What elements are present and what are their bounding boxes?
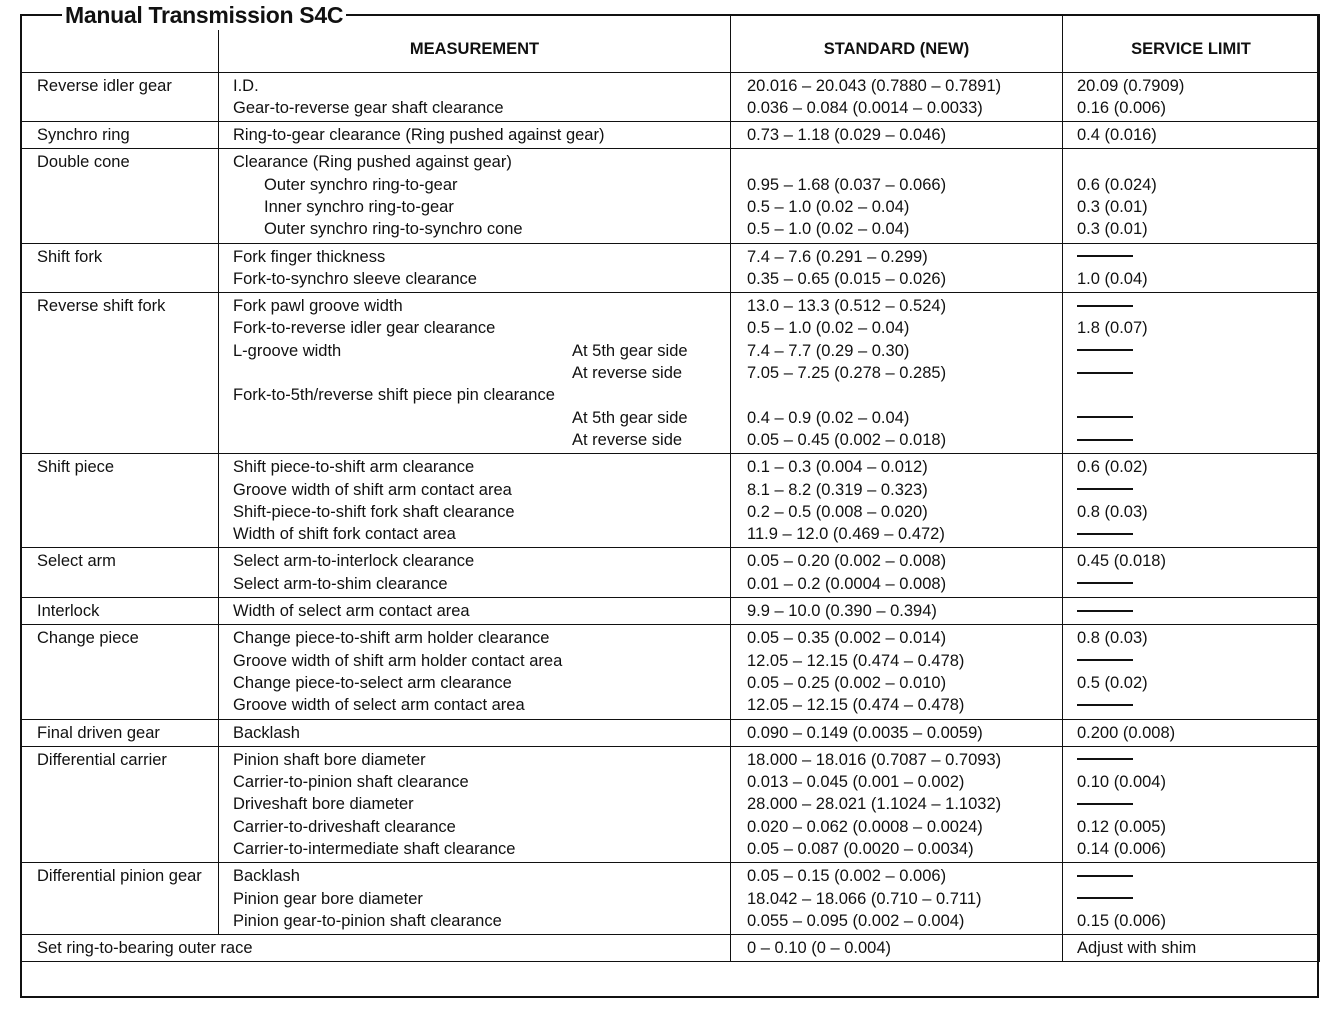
standard-value: 0.4 – 0.9 (0.02 – 0.04) bbox=[747, 408, 910, 427]
service-limit-value: 0.3 (0.01) bbox=[1077, 197, 1148, 216]
measurement-label: Fork finger thickness bbox=[233, 247, 386, 266]
measurement-text bbox=[233, 550, 730, 572]
no-limit-dash bbox=[1077, 582, 1133, 584]
service-limit-cell bbox=[1063, 149, 1320, 243]
service-limit-value: 0.16 (0.006) bbox=[1077, 98, 1166, 117]
service-limit-value bbox=[1077, 749, 1319, 771]
measurement-text bbox=[233, 295, 730, 317]
service-limit-value: 0.15 (0.006) bbox=[1077, 911, 1166, 930]
standard-value: 0.5 – 1.0 (0.02 – 0.04) bbox=[747, 220, 910, 239]
service-limit-value: 0.200 (0.008) bbox=[1077, 723, 1176, 742]
measurement-text bbox=[233, 793, 730, 815]
service-limit-value bbox=[1077, 362, 1319, 384]
standard-value: 0.01 – 0.2 (0.0004 – 0.008) bbox=[747, 574, 947, 593]
standard-value: 0.5 – 1.0 (0.02 – 0.04) bbox=[747, 319, 910, 338]
standard-cell bbox=[731, 122, 1063, 149]
measurement-label: Select arm-to-interlock clearance bbox=[233, 552, 475, 571]
measurement-label: Gear-to-reverse gear shaft clearance bbox=[233, 98, 504, 117]
measurement-text bbox=[233, 317, 730, 339]
standard-value: 9.9 – 10.0 (0.390 – 0.394) bbox=[747, 602, 937, 621]
measurement-text bbox=[233, 340, 730, 362]
footer-standard: 0 – 0.10 (0 – 0.004) bbox=[731, 935, 1063, 962]
measurement-text bbox=[233, 196, 730, 218]
measurement-text bbox=[233, 650, 730, 672]
standard-value: 0.95 – 1.68 (0.037 – 0.066) bbox=[747, 175, 947, 194]
measurement-text bbox=[233, 174, 730, 196]
measurement-label: Groove width of shift arm contact area bbox=[233, 480, 512, 499]
table-row bbox=[21, 625, 1320, 719]
part-name: Reverse shift fork bbox=[21, 293, 219, 454]
measurement-cell bbox=[219, 243, 731, 293]
table-row bbox=[21, 548, 1320, 598]
service-limit-cell bbox=[1063, 122, 1320, 149]
part-name: Final driven gear bbox=[21, 719, 219, 746]
part-name: Shift piece bbox=[21, 454, 219, 548]
measurement-cell bbox=[219, 149, 731, 243]
no-limit-dash bbox=[1077, 416, 1133, 418]
service-limit-value bbox=[1077, 295, 1319, 317]
standard-value: 7.4 – 7.6 (0.291 – 0.299) bbox=[747, 247, 928, 266]
table-row bbox=[21, 122, 1320, 149]
no-limit-dash bbox=[1077, 875, 1133, 877]
service-limit-cell bbox=[1063, 625, 1320, 719]
measurement-label: Shift piece-to-shift arm clearance bbox=[233, 458, 475, 477]
measurement-cell bbox=[219, 122, 731, 149]
standard-value bbox=[747, 151, 1062, 173]
standard-value: 0.05 – 0.20 (0.002 – 0.008) bbox=[747, 552, 947, 571]
measurement-cell bbox=[219, 454, 731, 548]
measurement-side: At reverse side bbox=[572, 364, 683, 383]
no-limit-dash bbox=[1077, 305, 1133, 307]
standard-cell bbox=[731, 746, 1063, 862]
header-service-limit: SERVICE LIMIT bbox=[1063, 14, 1320, 72]
measurement-label: Outer synchro ring-to-gear bbox=[264, 175, 458, 194]
part-name: Select arm bbox=[21, 548, 219, 598]
service-limit-cell bbox=[1063, 293, 1320, 454]
standard-value: 7.05 – 7.25 (0.278 – 0.285) bbox=[747, 364, 947, 383]
standard-value: 0.05 – 0.087 (0.0020 – 0.0034) bbox=[747, 840, 974, 858]
footer-label: Set ring-to-bearing outer race bbox=[21, 935, 731, 962]
measurement-side: At 5th gear side bbox=[572, 408, 688, 427]
measurement-text bbox=[233, 384, 730, 406]
service-limit-value bbox=[1077, 523, 1319, 545]
footer-limit: Adjust with shim bbox=[1063, 935, 1320, 962]
no-limit-dash bbox=[1077, 349, 1133, 351]
standard-cell bbox=[731, 454, 1063, 548]
measurement-cell bbox=[219, 548, 731, 598]
measurement-label: Shift-piece-to-shift fork shaft clearance bbox=[233, 502, 515, 521]
measurement-label: Change piece-to-select arm clearance bbox=[233, 673, 512, 692]
standard-value: 20.016 – 20.043 (0.7880 – 0.7891) bbox=[747, 76, 1002, 95]
standard-value: 0.090 – 0.149 (0.0035 – 0.0059) bbox=[747, 723, 983, 742]
part-name: Double cone bbox=[21, 149, 219, 243]
measurement-text bbox=[233, 151, 730, 173]
measurement-label: Select arm-to-shim clearance bbox=[233, 574, 448, 593]
measurement-text bbox=[233, 816, 730, 838]
header-standard: STANDARD (NEW) bbox=[731, 14, 1063, 72]
service-limit-value bbox=[1077, 865, 1319, 887]
footer-row bbox=[21, 935, 1320, 962]
measurement-label: Ring-to-gear clearance (Ring pushed against gear) bbox=[233, 126, 605, 145]
standard-value: 18.000 – 18.016 (0.7087 – 0.7093) bbox=[747, 750, 1002, 769]
service-limit-value bbox=[1077, 888, 1319, 910]
service-limit-value: 0.14 (0.006) bbox=[1077, 840, 1166, 858]
standard-value bbox=[747, 384, 1062, 406]
part-name: Change piece bbox=[21, 625, 219, 719]
no-limit-dash bbox=[1077, 488, 1133, 490]
standard-value: 0.05 – 0.45 (0.002 – 0.018) bbox=[747, 430, 947, 449]
service-limit-value bbox=[1077, 479, 1319, 501]
part-name: Interlock bbox=[21, 598, 219, 625]
service-limit-cell bbox=[1063, 746, 1320, 862]
part-name: Reverse idler gear bbox=[21, 72, 219, 122]
table-row bbox=[21, 746, 1320, 862]
table-row bbox=[21, 863, 1320, 935]
service-limit-value: 0.6 (0.02) bbox=[1077, 458, 1148, 477]
standard-value: 0.35 – 0.65 (0.015 – 0.026) bbox=[747, 269, 947, 288]
measurement-text bbox=[233, 523, 730, 545]
part-name: Shift fork bbox=[21, 243, 219, 293]
measurement-label: Width of select arm contact area bbox=[233, 602, 470, 621]
standard-value: 18.042 – 18.066 (0.710 – 0.711) bbox=[747, 889, 982, 908]
service-limit-cell bbox=[1063, 454, 1320, 548]
measurement-text bbox=[233, 573, 730, 595]
measurement-side: At reverse side bbox=[572, 430, 683, 449]
service-limit-value bbox=[1077, 650, 1319, 672]
service-limit-value: 0.3 (0.01) bbox=[1077, 220, 1148, 239]
standard-value: 0.5 – 1.0 (0.02 – 0.04) bbox=[747, 197, 910, 216]
standard-cell bbox=[731, 243, 1063, 293]
measurement-label: Inner synchro ring-to-gear bbox=[264, 197, 454, 216]
measurement-text bbox=[233, 75, 730, 97]
standard-value: 0.020 – 0.062 (0.0008 – 0.0024) bbox=[747, 817, 983, 836]
measurement-text bbox=[233, 627, 730, 649]
standard-value: 0.05 – 0.35 (0.002 – 0.014) bbox=[747, 629, 947, 648]
measurement-label: Groove width of select arm contact area bbox=[233, 696, 525, 715]
measurement-cell bbox=[219, 72, 731, 122]
table-row bbox=[21, 293, 1320, 454]
standard-value: 0.013 – 0.045 (0.001 – 0.002) bbox=[747, 773, 965, 792]
standard-cell bbox=[731, 548, 1063, 598]
measurement-label: Pinion gear bore diameter bbox=[233, 889, 423, 908]
no-limit-dash bbox=[1077, 439, 1133, 441]
measurement-text bbox=[233, 479, 730, 501]
measurement-label: Fork-to-synchro sleeve clearance bbox=[233, 269, 477, 288]
service-limit-value bbox=[1077, 407, 1319, 429]
measurement-text bbox=[233, 888, 730, 910]
service-limit-value bbox=[1077, 573, 1319, 595]
service-limit-value bbox=[1077, 694, 1319, 716]
measurement-text bbox=[233, 672, 730, 694]
measurement-text bbox=[233, 600, 730, 622]
standard-value: 11.9 – 12.0 (0.469 – 0.472) bbox=[747, 525, 945, 544]
service-limit-value bbox=[1077, 340, 1319, 362]
measurement-label: Groove width of shift arm holder contact area bbox=[233, 651, 563, 670]
service-limit-cell bbox=[1063, 548, 1320, 598]
service-limit-value bbox=[1077, 600, 1319, 622]
no-limit-dash bbox=[1077, 897, 1133, 899]
measurement-text bbox=[233, 218, 730, 240]
measurement-label: Pinion gear-to-pinion shaft clearance bbox=[233, 911, 502, 930]
measurement-label: Fork-to-5th/reverse shift piece pin clearance bbox=[233, 386, 555, 405]
measurement-text bbox=[233, 694, 730, 716]
page-title: Manual Transmission S4C bbox=[62, 0, 346, 30]
standard-value: 0.055 – 0.095 (0.002 – 0.004) bbox=[747, 911, 965, 930]
table-row bbox=[21, 72, 1320, 122]
measurement-label: Change piece-to-shift arm holder clearance bbox=[233, 629, 550, 648]
standard-cell bbox=[731, 149, 1063, 243]
measurement-label: Outer synchro ring-to-synchro cone bbox=[264, 220, 523, 239]
spec-table bbox=[20, 14, 1320, 962]
standard-value: 0.05 – 0.15 (0.002 – 0.006) bbox=[747, 867, 947, 886]
standard-value: 12.05 – 12.15 (0.474 – 0.478) bbox=[747, 696, 965, 715]
measurement-text bbox=[233, 865, 730, 887]
spec-table-body bbox=[21, 72, 1320, 935]
no-limit-dash bbox=[1077, 610, 1133, 612]
measurement-text bbox=[233, 722, 730, 744]
service-limit-value: 0.10 (0.004) bbox=[1077, 773, 1166, 792]
service-limit-value: 0.4 (0.016) bbox=[1077, 126, 1157, 145]
measurement-cell bbox=[219, 719, 731, 746]
measurement-label: Pinion shaft bore diameter bbox=[233, 750, 426, 769]
standard-cell bbox=[731, 293, 1063, 454]
standard-value: 13.0 – 13.3 (0.512 – 0.524) bbox=[747, 297, 947, 316]
no-limit-dash bbox=[1077, 758, 1133, 760]
measurement-text bbox=[233, 407, 730, 429]
measurement-label: L-groove width bbox=[233, 341, 342, 360]
table-row bbox=[21, 243, 1320, 293]
measurement-cell bbox=[219, 598, 731, 625]
standard-value: 28.000 – 28.021 (1.1024 – 1.1032) bbox=[747, 795, 1002, 814]
measurement-text bbox=[233, 501, 730, 523]
no-limit-dash bbox=[1077, 372, 1133, 374]
service-limit-cell bbox=[1063, 243, 1320, 293]
service-limit-value: 0.6 (0.024) bbox=[1077, 175, 1157, 194]
service-limit-value: 0.8 (0.03) bbox=[1077, 502, 1148, 521]
standard-cell bbox=[731, 625, 1063, 719]
measurement-text bbox=[233, 910, 730, 932]
no-limit-dash bbox=[1077, 255, 1133, 257]
standard-cell bbox=[731, 719, 1063, 746]
standard-value: 0.05 – 0.25 (0.002 – 0.010) bbox=[747, 673, 947, 692]
standard-value: 0.73 – 1.18 (0.029 – 0.046) bbox=[747, 126, 947, 145]
measurement-cell bbox=[219, 625, 731, 719]
standard-value: 0.036 – 0.084 (0.0014 – 0.0033) bbox=[747, 98, 983, 117]
table-row bbox=[21, 719, 1320, 746]
measurement-text bbox=[233, 456, 730, 478]
service-limit-value: 1.8 (0.07) bbox=[1077, 319, 1148, 338]
table-row bbox=[21, 149, 1320, 243]
service-limit-value bbox=[1077, 151, 1319, 173]
service-limit-cell bbox=[1063, 863, 1320, 935]
service-limit-value: 20.09 (0.7909) bbox=[1077, 76, 1185, 95]
measurement-text bbox=[233, 429, 730, 451]
measurement-text bbox=[233, 246, 730, 268]
service-limit-cell bbox=[1063, 719, 1320, 746]
measurement-cell bbox=[219, 293, 731, 454]
service-limit-value bbox=[1077, 246, 1319, 268]
service-limit-value: 0.45 (0.018) bbox=[1077, 552, 1166, 571]
measurement-label: Driveshaft bore diameter bbox=[233, 795, 414, 814]
no-limit-dash bbox=[1077, 704, 1133, 706]
measurement-text bbox=[233, 362, 730, 384]
service-limit-cell bbox=[1063, 598, 1320, 625]
part-name: Synchro ring bbox=[21, 122, 219, 149]
standard-value: 8.1 – 8.2 (0.319 – 0.323) bbox=[747, 480, 928, 499]
table-row bbox=[21, 454, 1320, 548]
part-name: Differential pinion gear bbox=[21, 863, 219, 935]
standard-cell bbox=[731, 72, 1063, 122]
measurement-text bbox=[233, 749, 730, 771]
standard-value: 12.05 – 12.15 (0.474 – 0.478) bbox=[747, 651, 965, 670]
no-limit-dash bbox=[1077, 803, 1133, 805]
measurement-label: Clearance (Ring pushed against gear) bbox=[233, 153, 512, 172]
measurement-label: Carrier-to-driveshaft clearance bbox=[233, 817, 456, 836]
measurement-label: Carrier-to-pinion shaft clearance bbox=[233, 773, 469, 792]
measurement-label: Backlash bbox=[233, 723, 300, 742]
service-limit-value: 0.5 (0.02) bbox=[1077, 673, 1148, 692]
service-limit-value bbox=[1077, 384, 1319, 406]
measurement-text bbox=[233, 97, 730, 119]
measurement-cell bbox=[219, 863, 731, 935]
measurement-label: Backlash bbox=[233, 867, 300, 886]
measurement-label: Fork pawl groove width bbox=[233, 297, 403, 316]
part-name: Differential carrier bbox=[21, 746, 219, 862]
measurement-cell bbox=[219, 746, 731, 862]
service-limit-cell bbox=[1063, 72, 1320, 122]
standard-cell bbox=[731, 598, 1063, 625]
measurement-text bbox=[233, 268, 730, 290]
standard-value: 0.2 – 0.5 (0.008 – 0.020) bbox=[747, 502, 928, 521]
measurement-label: Fork-to-reverse idler gear clearance bbox=[233, 319, 496, 338]
header-measurement: MEASUREMENT bbox=[219, 14, 731, 72]
measurement-text bbox=[233, 771, 730, 793]
standard-value: 0.1 – 0.3 (0.004 – 0.012) bbox=[747, 458, 928, 477]
standard-value: 7.4 – 7.7 (0.29 – 0.30) bbox=[747, 341, 910, 360]
standard-cell bbox=[731, 863, 1063, 935]
service-limit-value bbox=[1077, 429, 1319, 451]
service-limit-value bbox=[1077, 793, 1319, 815]
measurement-side: At 5th gear side bbox=[572, 341, 688, 360]
measurement-label: Carrier-to-intermediate shaft clearance bbox=[233, 840, 516, 858]
service-limit-value: 0.12 (0.005) bbox=[1077, 817, 1166, 836]
measurement-label: Width of shift fork contact area bbox=[233, 525, 456, 544]
service-limit-value: 0.8 (0.03) bbox=[1077, 629, 1148, 648]
no-limit-dash bbox=[1077, 659, 1133, 661]
measurement-text bbox=[233, 124, 730, 146]
measurement-text bbox=[233, 838, 730, 860]
service-limit-value: 1.0 (0.04) bbox=[1077, 269, 1148, 288]
measurement-label: I.D. bbox=[233, 76, 259, 95]
no-limit-dash bbox=[1077, 533, 1133, 535]
table-row bbox=[21, 598, 1320, 625]
